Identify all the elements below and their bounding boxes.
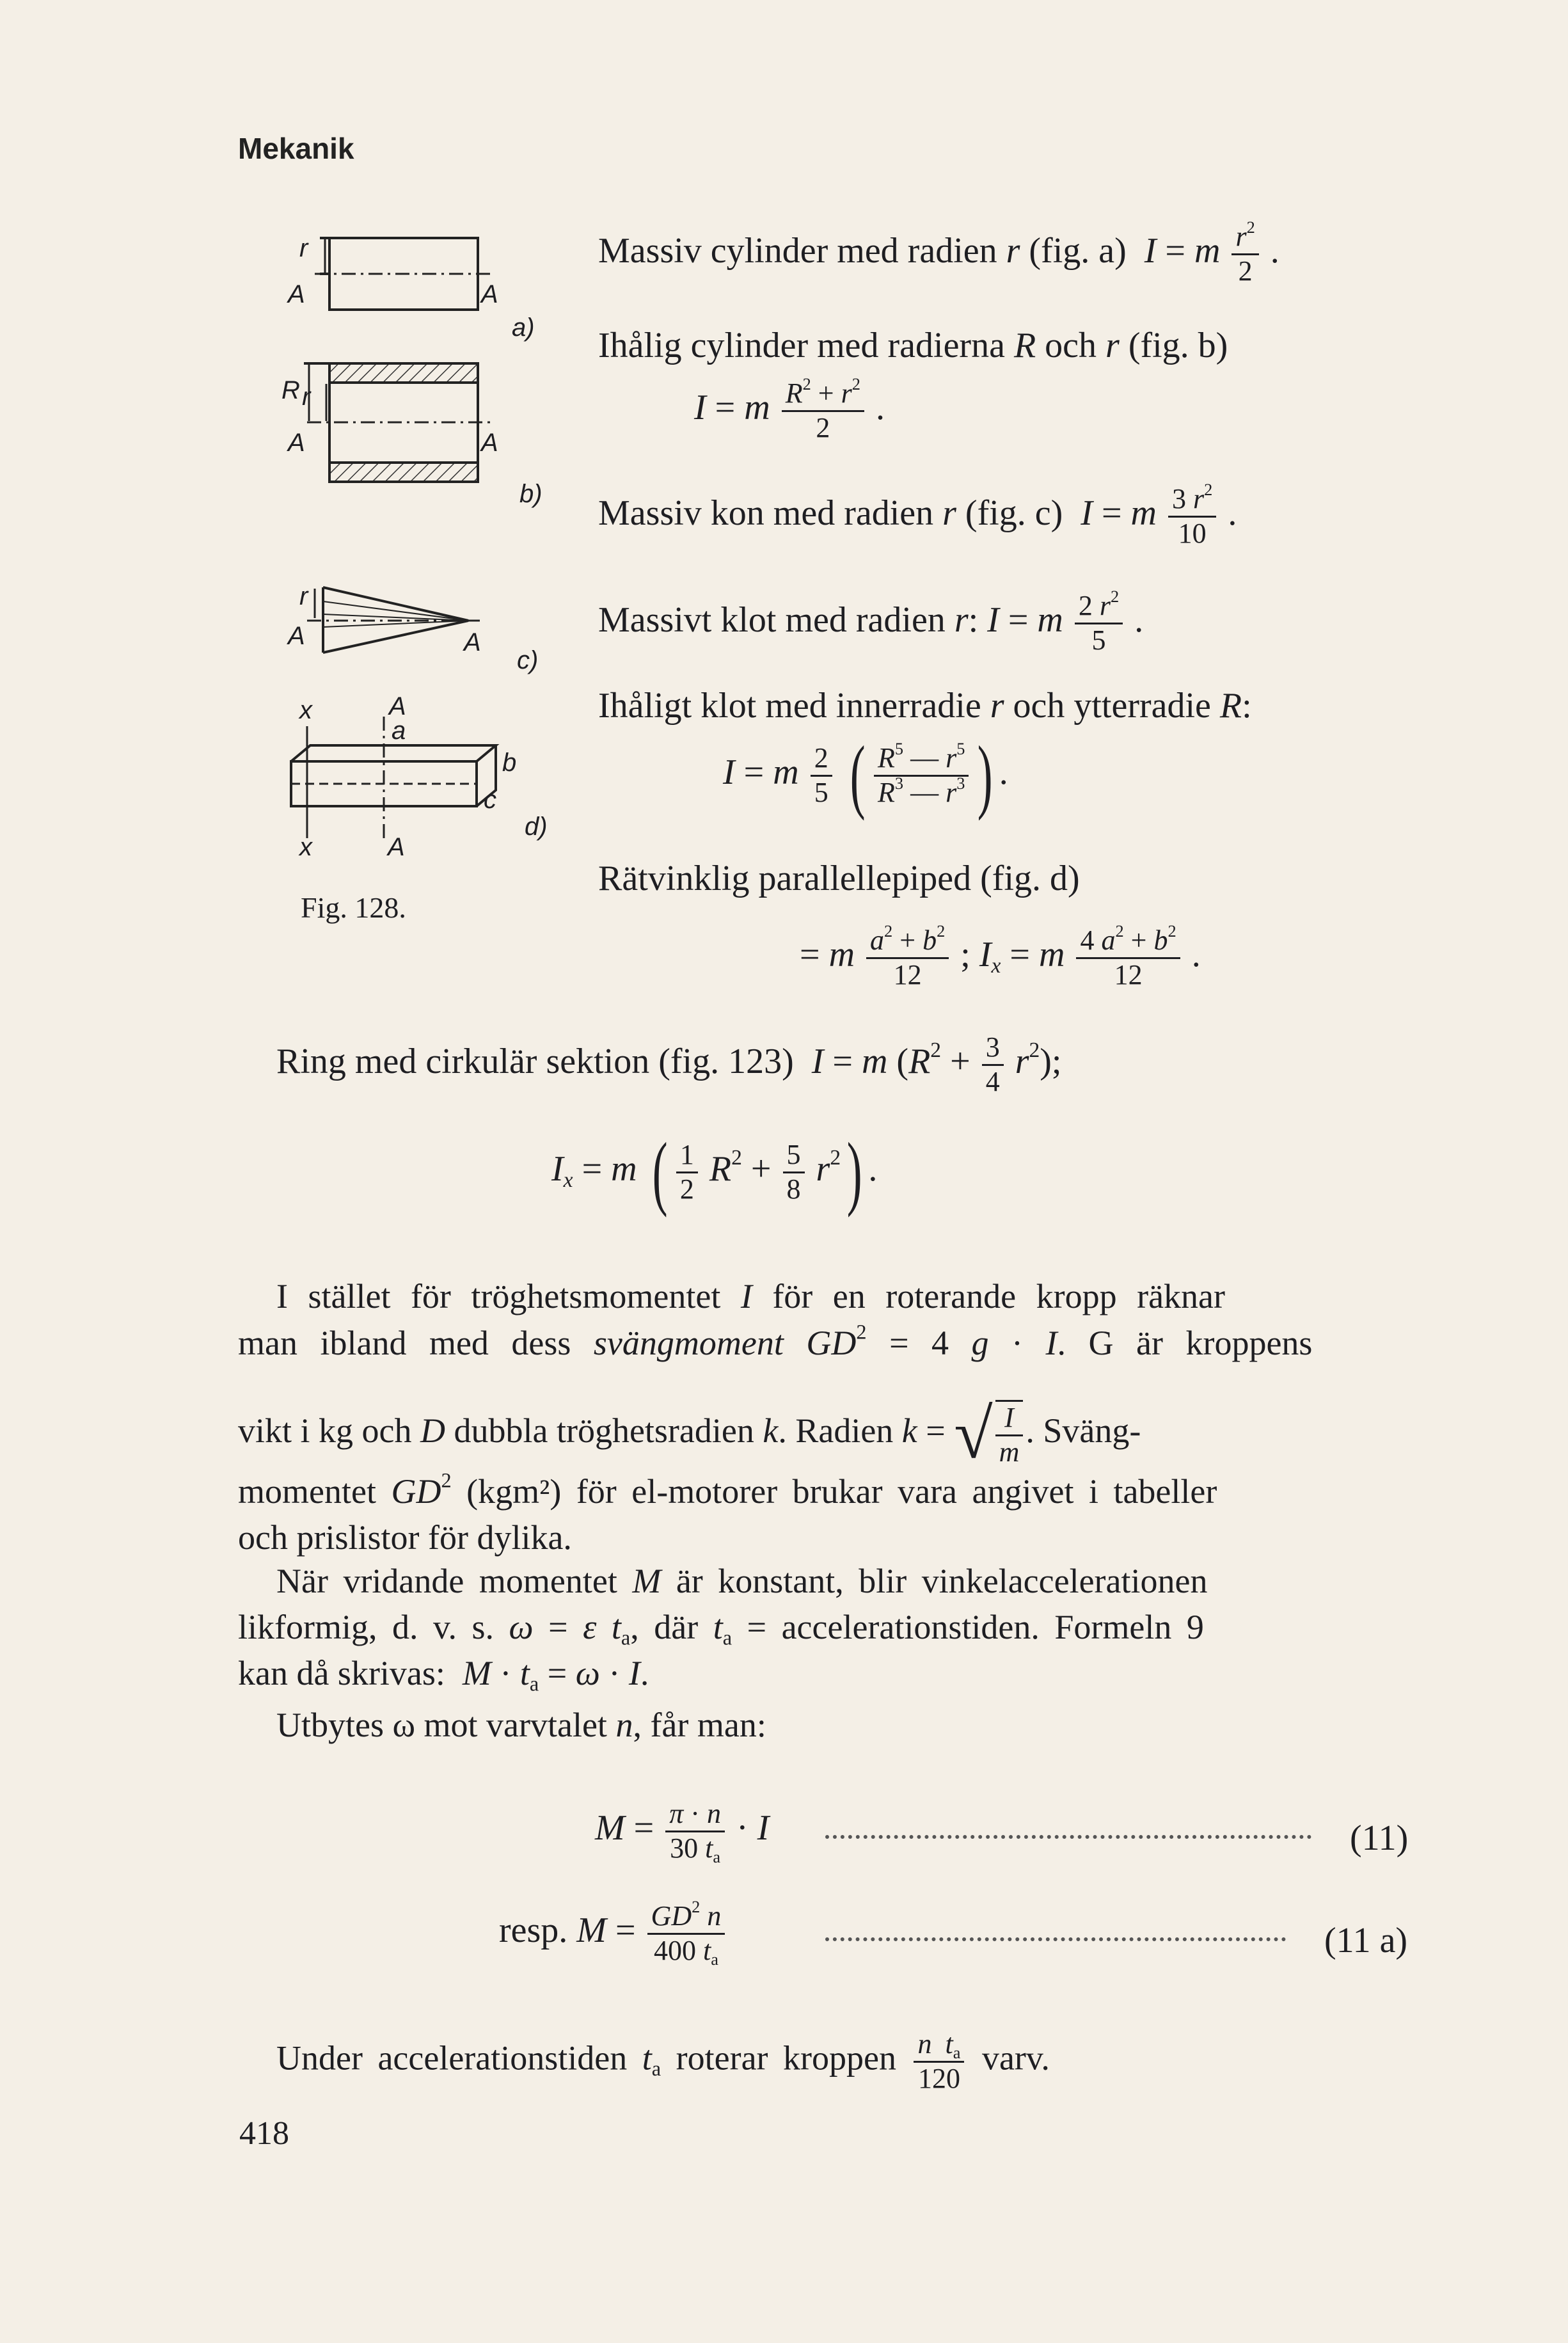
label-A-d-bottom: A — [388, 833, 405, 861]
label-r-a: r — [299, 234, 308, 262]
paragraph-line: momentet $GD^2$ (kgm²) för el-motorer brukar vara angivet i tabeller — [238, 1469, 1217, 1511]
label-A-a-right: A — [481, 280, 498, 308]
figure-caption: Fig. 128. — [301, 891, 406, 924]
label-A-b-left: A — [288, 429, 305, 457]
formula-parallelepiped: = m $\frac{a^2 + b^2}{12}$ ; $I_x = m$ $\frac{4 a^2 + b^2}{12}$ . — [800, 921, 1201, 990]
paragraph-line: och prislistor för dylika. — [238, 1518, 572, 1557]
label-A-d-top: A — [389, 692, 406, 720]
paragraph-line: likformig, d. v. s. ω = ε $t_a$, där $t_a$ = accelerationstiden. Formeln 9 — [238, 1608, 1204, 1650]
cone-drawing — [307, 587, 480, 653]
paragraph-line: Under accelerationstiden $t_a$ roterar kroppen $\frac{n t_a}{120}$ varv. — [276, 2028, 1050, 2094]
subfig-d-label: d) — [525, 813, 548, 841]
subfig-c-label: c) — [517, 646, 539, 674]
subfig-b-label: b) — [519, 480, 542, 508]
formula-hollow-cylinder-text: Ihålig cylinder med radierna R och r (fig. b) — [598, 326, 1228, 365]
label-c-d: c — [484, 786, 496, 814]
formula-solid-sphere: Massivt klot med radien r: I = m $\frac{2 r^2}{5}$ . — [598, 587, 1144, 656]
formula-ring: Ring med cirkulär sektion (fig. 123) I = m ($R^2$ + $\frac{3}{4}$ $r^2$); — [276, 1031, 1062, 1097]
running-head: Mekanik — [238, 132, 354, 165]
label-A-a-left: A — [288, 280, 305, 308]
hollow-cylinder-drawing — [304, 363, 493, 482]
label-R-b: R — [281, 376, 300, 404]
label-b-d: b — [502, 749, 517, 777]
formula-ring-x: $I_x = m$ ( $\frac{1}{2}$ $R^2$ + $\frac{5}{8}$ $r^2$) . — [551, 1126, 878, 1219]
label-A-c-right: A — [464, 628, 481, 656]
equation-11: M = $\frac{\pi \cdot n}{30 t_a}$ · I — [595, 1798, 770, 1866]
equation-11a-leader — [825, 1931, 1286, 1941]
equation-11-leader — [825, 1829, 1311, 1839]
paragraph-line: Utbytes ω mot varvtalet n, får man: — [276, 1706, 766, 1744]
paragraph-line: man ibland med dess svängmoment $GD^2 = 4$ g · I. G är kroppens — [238, 1321, 1313, 1362]
equation-11a: resp. M = $\frac{GD^2 n}{400 t_a}$ — [499, 1900, 727, 1967]
subfig-a-label: a) — [512, 314, 535, 342]
formula-hollow-sphere-text: Ihåligt klot med innerradie r och ytterradie R: — [598, 686, 1252, 726]
label-a-d: a — [392, 717, 406, 745]
label-A-b-right: A — [481, 429, 498, 457]
formula-solid-cylinder: Massiv cylinder med radien r (fig. a) I = m $\frac{r^2}{2}$ . — [598, 218, 1279, 287]
paragraph-line: När vridande momentet M är konstant, blir vinkelaccelerationen — [276, 1562, 1208, 1600]
figure-128 — [243, 230, 589, 934]
formula-parallelepiped-text: Rätvinklig parallellepiped (fig. d) — [598, 859, 1080, 898]
equation-11a-number: (11 a) — [1324, 1921, 1408, 1960]
label-r-c: r — [299, 582, 308, 610]
formula-hollow-cylinder: I = m $\frac{R^2 + r^2}{2}$ . — [694, 374, 885, 443]
formula-solid-cone: Massiv kon med radien r (fig. c) I = m $\frac{3 r^2}{10}$ . — [598, 480, 1237, 549]
label-r-b: r — [302, 383, 311, 411]
sqrt-expression: √ $\frac{I}{m}$ — [954, 1394, 1026, 1475]
paragraph-line: kan då skrivas: $M \cdot t_a = \omega \cdot I$. — [238, 1654, 649, 1696]
label-A-c-left: A — [288, 622, 305, 650]
cylinder-drawing — [315, 238, 493, 310]
label-x-top: x — [299, 696, 312, 724]
paragraph-line: I stället för tröghetsmomentet I för en roterande kropp räknar — [276, 1277, 1225, 1315]
page-number: 418 — [239, 2115, 289, 2152]
label-x-bottom: x — [299, 833, 312, 861]
formula-hollow-sphere: I = m $\frac{2}{5}$ ( $\frac{R^5 — r^5}{R^3 — r^3}$ ) . — [723, 729, 1008, 822]
equation-11-number: (11) — [1350, 1818, 1409, 1858]
paragraph-line: vikt i kg och D dubbla tröghetsradien k. Radien k = √ $\frac{I}{m}$ . Sväng- — [238, 1394, 1141, 1475]
